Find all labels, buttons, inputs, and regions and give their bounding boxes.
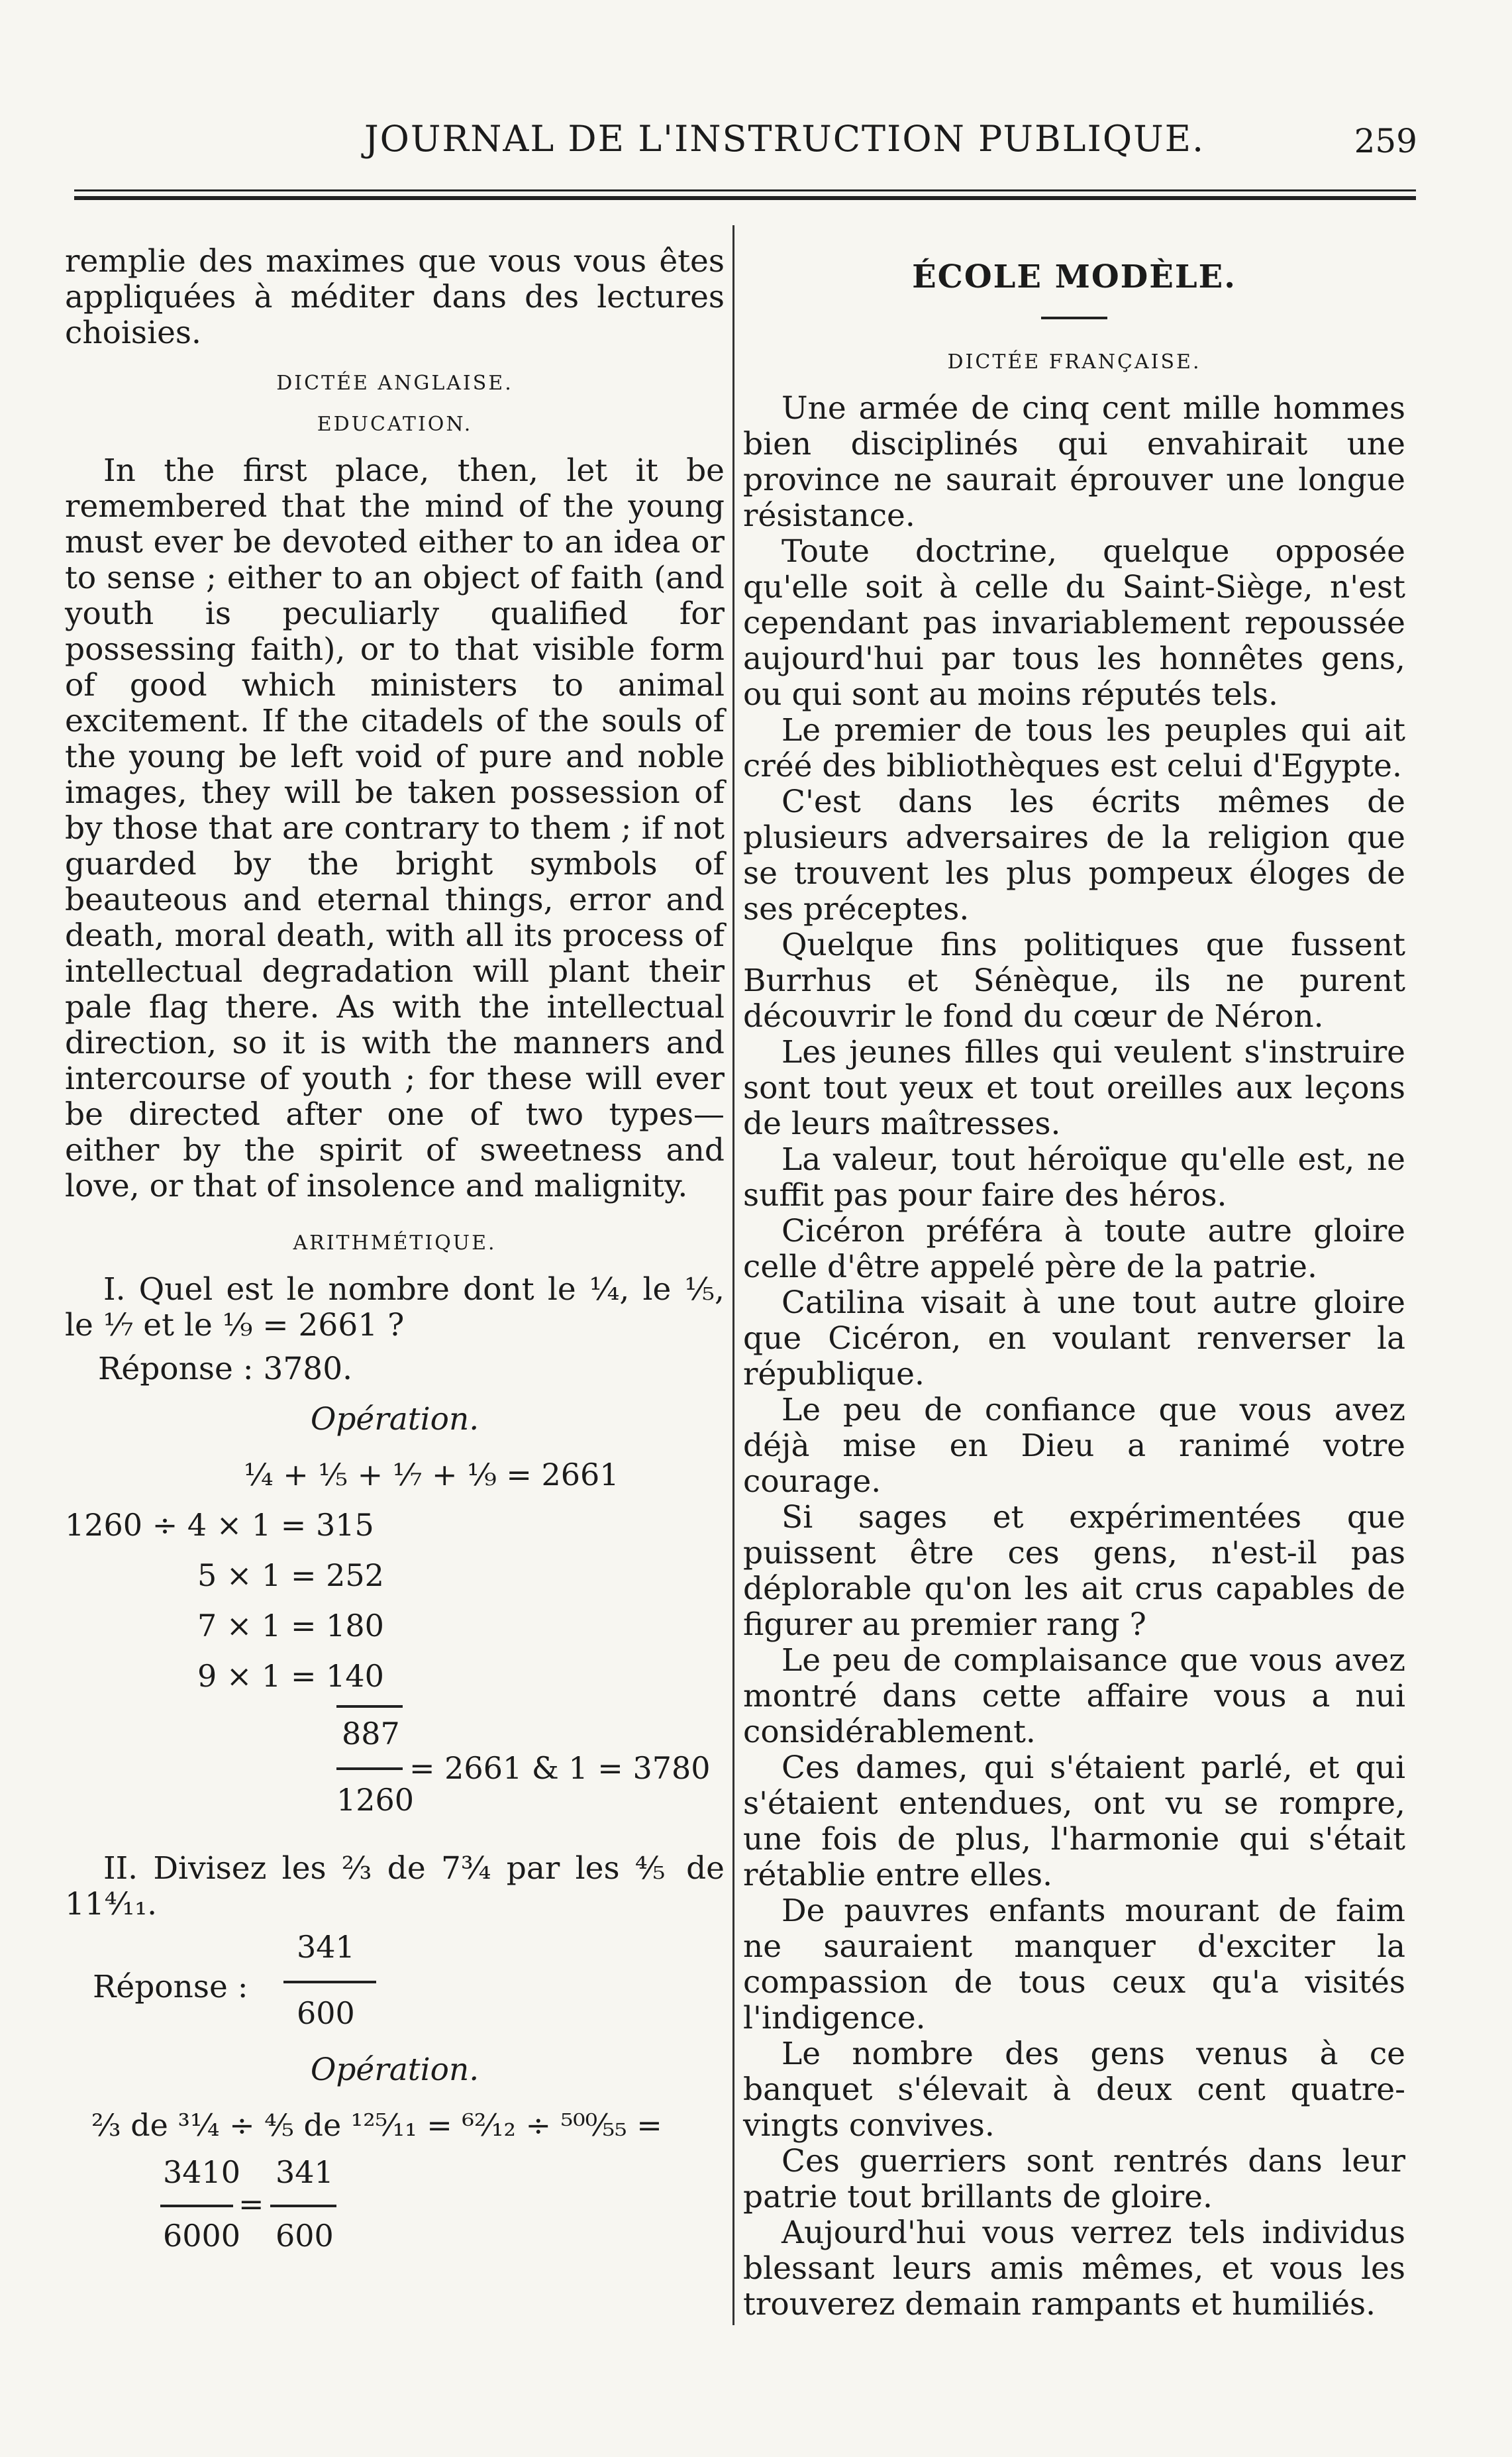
page-header	[73, 118, 1417, 178]
header-rule-thick	[74, 196, 1416, 200]
dictation-paragraph: Quelque fins politiques que fussent Burrhus et Sénèque, ils ne purent découvrir le fond du cœur de Néron.	[743, 927, 1405, 1035]
dictation-paragraph: Si sages et expérimentées que puissent être ces gens, n'est-il pas déplorable qu'on les ait crus capables de figurer au premier rang ?	[743, 1499, 1405, 1643]
op2-equals-sign: =	[238, 2186, 264, 2222]
dictation-paragraph: Le peu de confiance que vous avez déjà mise en Dieu a ranimé votre courage.	[743, 1392, 1405, 1500]
ecole-modele-title: ÉCOLE MODÈLE.	[912, 258, 1236, 295]
op2-frac2-denominator: 600	[276, 2218, 334, 2254]
op1-line5: 9 × 1 = 140	[197, 1658, 384, 1694]
op1-sum-bar	[336, 1767, 403, 1770]
title-short-rule	[1041, 317, 1107, 319]
education-heading: EDUCATION.	[317, 413, 473, 436]
continuation-text: remplie des maximes que vous vous êtes appliquées à méditer dans des lectures choisies.	[65, 243, 725, 351]
op2-line1: ⅔ de ³¹⁄₄ ÷ ⅘ de ¹²⁵⁄₁₁ = ⁶²⁄₁₂ ÷ ⁵⁰⁰⁄₅₅ =	[91, 2107, 662, 2143]
operation-label-2: Opération.	[310, 2052, 479, 2088]
dictee-anglaise-heading: DICTÉE ANGLAISE.	[276, 372, 513, 395]
op2-frac2-bar	[270, 2205, 336, 2207]
op1-sum	[65, 1705, 725, 1838]
running-title: JOURNAL DE L'INSTRUCTION PUBLIQUE.	[364, 118, 1205, 160]
dictation-paragraph: Une armée de cinq cent mille hommes bien disciplinés qui envahirait une province ne saurait éprouver une longue résistance.	[743, 390, 1405, 534]
header-rule-thin	[74, 189, 1416, 191]
dictation-paragraph: La valeur, tout héroïque qu'elle est, ne suffit pas pour faire des héros.	[743, 1141, 1405, 1214]
dictation-paragraph: Ces dames, qui s'étaient parlé, et qui s'étaient entendues, ont vu se rompre, une fois de plus, l'harmonie qui s'était rétablie entre elles.	[743, 1750, 1405, 1893]
dictation-paragraph: C'est dans les écrits mêmes de plusieurs adversaires de la religion que se trouvent les plus pompeux éloges de ses préceptes.	[743, 784, 1405, 927]
question-2-answer-denominator: 600	[297, 1995, 355, 2031]
question-1: I. Quel est le nombre dont le ¼, le ⅕, le ⅐ et le ⅑ = 2661 ?	[65, 1271, 725, 1343]
question-2-answer-numerator: 341	[297, 1929, 355, 1965]
dictation-paragraph: Catilina visait à une tout autre gloire que Cicéron, en voulant renverser la république.	[743, 1284, 1405, 1392]
page-number: 259	[1354, 122, 1417, 160]
dictation-paragraph: Le peu de complaisance que vous avez montré dans cette affaire vous a nui considérablement.	[743, 1642, 1405, 1750]
dictation-paragraph: Cicéron préféra à toute autre gloire celle d'être appelé père de la patrie.	[743, 1213, 1405, 1285]
education-paragraph: In the first place, then, let it be remembered that the mind of the young must ever be devoted either to an idea or to sense ; either to an object of faith (and youth is peculiarly qualified for possessing faith), or to that visible form of good which ministers to animal excitement. If the citadels of the souls of the young be left void of pure and noble images, they will be taken possession of by those that are contrary to them ; if not guarded by the bright symbols of beauteous and eternal things, error and death, moral death, with all its process of intellectual degradation will plant their pale flag there. As with the intellectual direction, so it is with the manners and intercourse of youth ; for these will ever be directed after one of two types—either by the spirit of sweetness and love, or that of insolence and malignity.	[65, 452, 725, 1204]
op2-frac1-bar	[160, 2205, 233, 2207]
op2-frac1-denominator: 6000	[163, 2218, 241, 2254]
op2-result	[65, 2154, 725, 2267]
question-2-answer-bar	[283, 1981, 376, 1983]
question-2-answer-label: Réponse :	[93, 1969, 248, 2005]
left-column	[65, 244, 725, 2267]
op1-line4: 7 × 1 = 180	[197, 1608, 384, 1644]
dictation-paragraph: Ces guerriers sont rentrés dans leur patrie tout brillants de gloire.	[743, 2143, 1405, 2215]
dictation-paragraph: Toute doctrine, quelque opposée qu'elle soit à celle du Saint-Siège, n'est cependant pas invariablement repoussée aujourd'hui par tous les honnêtes gens, ou qui sont au moins réputés tels.	[743, 533, 1405, 713]
dictation-paragraph: Les jeunes filles qui veulent s'instruire sont tout yeux et tout oreilles aux leçons de leurs maîtresses.	[743, 1034, 1405, 1142]
op1-line2: 1260 ÷ 4 × 1 = 315	[65, 1507, 374, 1543]
op1-line1: ¼ + ⅕ + ⅐ + ⅑ = 2661	[244, 1457, 619, 1492]
op1-sum-top-rule	[336, 1705, 403, 1708]
dictation-paragraph: Aujourd'hui vous verrez tels individus blessant leurs amis mêmes, et vous les trouverez demain rampants et humiliés.	[743, 2215, 1405, 2323]
question-1-answer: Réponse : 3780.	[98, 1351, 353, 1387]
op1-sum-result: = 2661 & 1 = 3780	[409, 1750, 711, 1786]
question-2: II. Divisez les ⅔ de 7¾ par les ⅘ de 11⁴⁄₁₁.	[65, 1850, 725, 1922]
dictation-paragraph: Le premier de tous les peuples qui ait créé des bibliothèques est celui d'Egypte.	[743, 712, 1405, 784]
dictation-paragraphs	[743, 391, 1405, 2323]
arithmetique-heading: ARITHMÉTIQUE.	[293, 1231, 497, 1255]
dictation-paragraph: Le nombre des gens venus à ce banquet s'élevait à deux cent quatre-vingts convives.	[743, 2036, 1405, 2144]
column-divider	[732, 225, 734, 2325]
op2-frac1-numerator: 3410	[163, 2154, 241, 2190]
op2-frac2-numerator: 341	[276, 2154, 334, 2190]
dictation-paragraph: De pauvres enfants mourant de faim ne sauraient manquer d'exciter la compassion de tous ceux qu'a visités l'indigence.	[743, 1893, 1405, 2036]
op1-line3: 5 × 1 = 252	[197, 1557, 384, 1593]
right-column	[743, 244, 1405, 2323]
question-2-answer	[65, 1929, 725, 2048]
op1-sum-numerator: 887	[342, 1716, 400, 1751]
dictee-francaise-heading: DICTÉE FRANÇAISE.	[947, 350, 1201, 374]
operation-label-1: Opération.	[310, 1401, 479, 1438]
op1-sum-denominator: 1260	[336, 1782, 415, 1818]
